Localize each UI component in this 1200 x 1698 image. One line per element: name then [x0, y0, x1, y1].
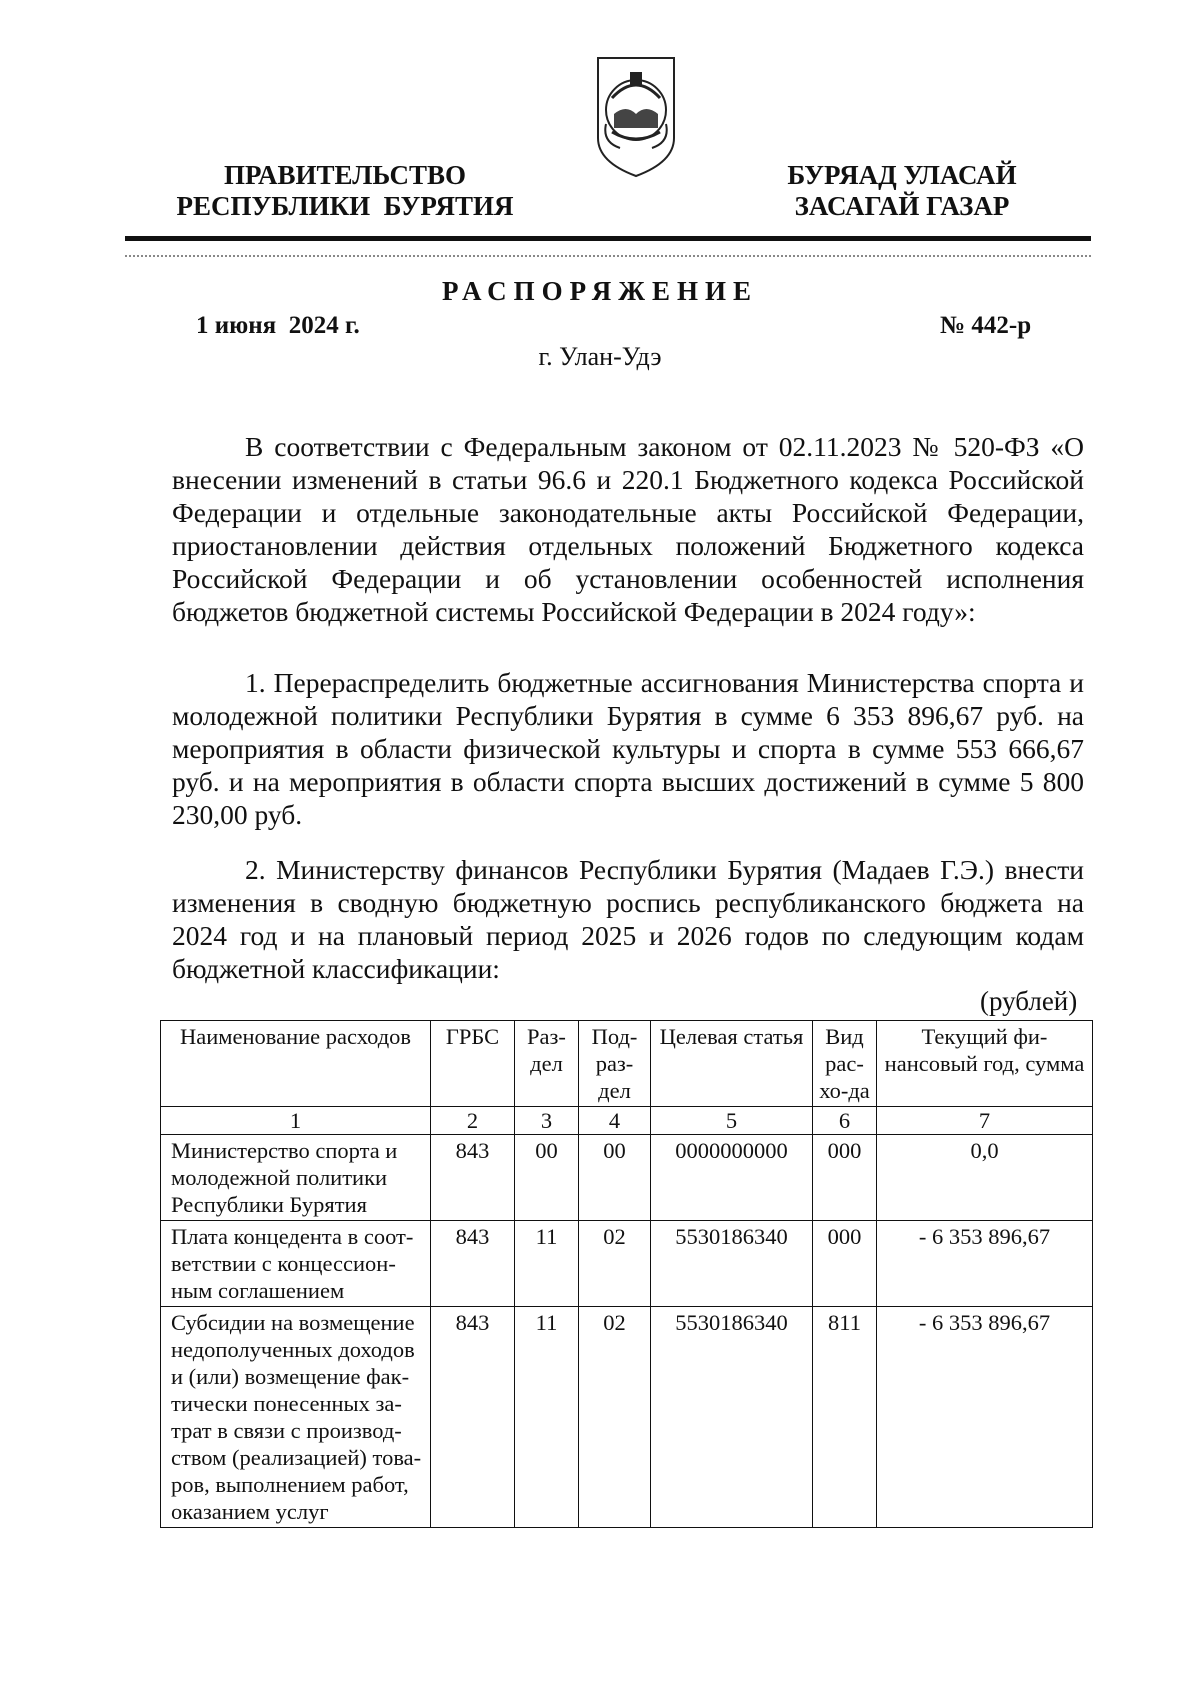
item-2-paragraph: 2. Министерству финансов Республики Бурятия (Мадаев Г.Э.) внести изменения в сводную бюджетную роспись республиканского бюджета на 2024 год и на плановый период 2025 и 2026 годов по следующим кодам бюджетной классификации:: [172, 854, 1084, 984]
subsection-code: 00: [579, 1135, 651, 1221]
header-cell: Наименование расходов: [161, 1021, 431, 1107]
target-article-code: 5530186340: [651, 1307, 813, 1528]
section-code: 11: [515, 1307, 579, 1528]
target-article-code: 0000000000: [651, 1135, 813, 1221]
column-number: 1: [161, 1107, 431, 1135]
column-number: 5: [651, 1107, 813, 1135]
document-number: № 442-р: [940, 312, 1032, 339]
subsection-code: 02: [579, 1307, 651, 1528]
column-number-row: [161, 1107, 1093, 1135]
issuer-buryat-line1: БУРЯАД УЛАСАЙ: [787, 160, 1017, 190]
issuer-russian-line2: РЕСПУБЛИКИ БУРЯТИЯ: [176, 191, 514, 221]
column-number: 6: [813, 1107, 877, 1135]
section-code: 00: [515, 1135, 579, 1221]
subsection-code: 02: [579, 1221, 651, 1307]
amount: - 6 353 896,67: [877, 1221, 1093, 1307]
expense-type-code: 000: [813, 1221, 877, 1307]
expense-type-code: 000: [813, 1135, 877, 1221]
document-title: РАСПОРЯЖЕНИЕ: [441, 276, 759, 306]
grbs-code: 843: [431, 1307, 515, 1528]
table-row: [161, 1221, 1093, 1307]
amount: 0,0: [877, 1135, 1093, 1221]
issuer-buryat: [752, 160, 1052, 222]
section-code: 11: [515, 1221, 579, 1307]
column-number: 7: [877, 1107, 1093, 1135]
item-1-paragraph: 1. Перераспределить бюджетные ассигнования Министерства спорта и молодежной политики Республики Бурятия в сумме 6 353 896,67 руб. на мероприятия в области физической культуры и спорта в сумме 553 666,67 руб. и на мероприятия в области спорта высших достижений в сумме 5 800 230,00 руб.: [172, 667, 1084, 830]
budget-table: [160, 1020, 1093, 1528]
issuer-russian-line1: ПРАВИТЕЛЬСТВО: [223, 160, 467, 190]
table-row: [161, 1307, 1093, 1528]
header-cell: Целевая статья: [651, 1021, 813, 1107]
expense-name: Министерство спорта и молодежной политики Республики Бурятия: [161, 1135, 431, 1221]
target-article-code: 5530186340: [651, 1221, 813, 1307]
expense-name: Субсидии на возмещение недополученных доходов и (или) возмещение фактически понесенных затрат в связи с производством (реализацией) товаров, выполнением работ, оказанием услуг: [161, 1307, 431, 1528]
amount: - 6 353 896,67: [877, 1307, 1093, 1528]
column-number: 2: [431, 1107, 515, 1135]
document-date: 1 июня 2024 г.: [196, 312, 360, 339]
header-cell: Под-раз-дел: [579, 1021, 651, 1107]
expense-type-code: 811: [813, 1307, 877, 1528]
header-cell: Текущий фи-нансовый год, сумма: [877, 1021, 1093, 1107]
header-rule-thin: [125, 255, 1091, 257]
header-cell: Раз-дел: [515, 1021, 579, 1107]
grbs-code: 843: [431, 1135, 515, 1221]
header-cell: Вид рас-хо-да: [813, 1021, 877, 1107]
table-unit-label: (рублей): [980, 986, 1078, 1016]
column-number: 3: [515, 1107, 579, 1135]
header-rule-thick: [125, 236, 1091, 241]
header-cell: ГРБС: [431, 1021, 515, 1107]
column-number: 4: [579, 1107, 651, 1135]
grbs-code: 843: [431, 1221, 515, 1307]
preamble-paragraph: В соответствии с Федеральным законом от 02.11.2023 № 520-ФЗ «О внесении изменений в статьи 96.6 и 220.1 Бюджетного кодекса Российской Федерации и отдельные законодательные акты Российской Федерации, приостановлении действия отдельных положений Бюджетного кодекса Российской Федерации и об установлении особенностей исполнения бюджетов бюджетной системы Российской Федерации в 2024 году»:: [172, 431, 1084, 627]
expense-name: Плата концедента в соответствии с концессионным соглашением: [161, 1221, 431, 1307]
issuer-russian: [160, 160, 530, 222]
table-header-row: [161, 1021, 1093, 1107]
coat-of-arms-icon: [590, 52, 682, 182]
table-row: [161, 1135, 1093, 1221]
issuer-buryat-line2: ЗАСАГАЙ ГАЗАР: [794, 191, 1010, 221]
document-city: г. Улан-Удэ: [538, 342, 662, 371]
